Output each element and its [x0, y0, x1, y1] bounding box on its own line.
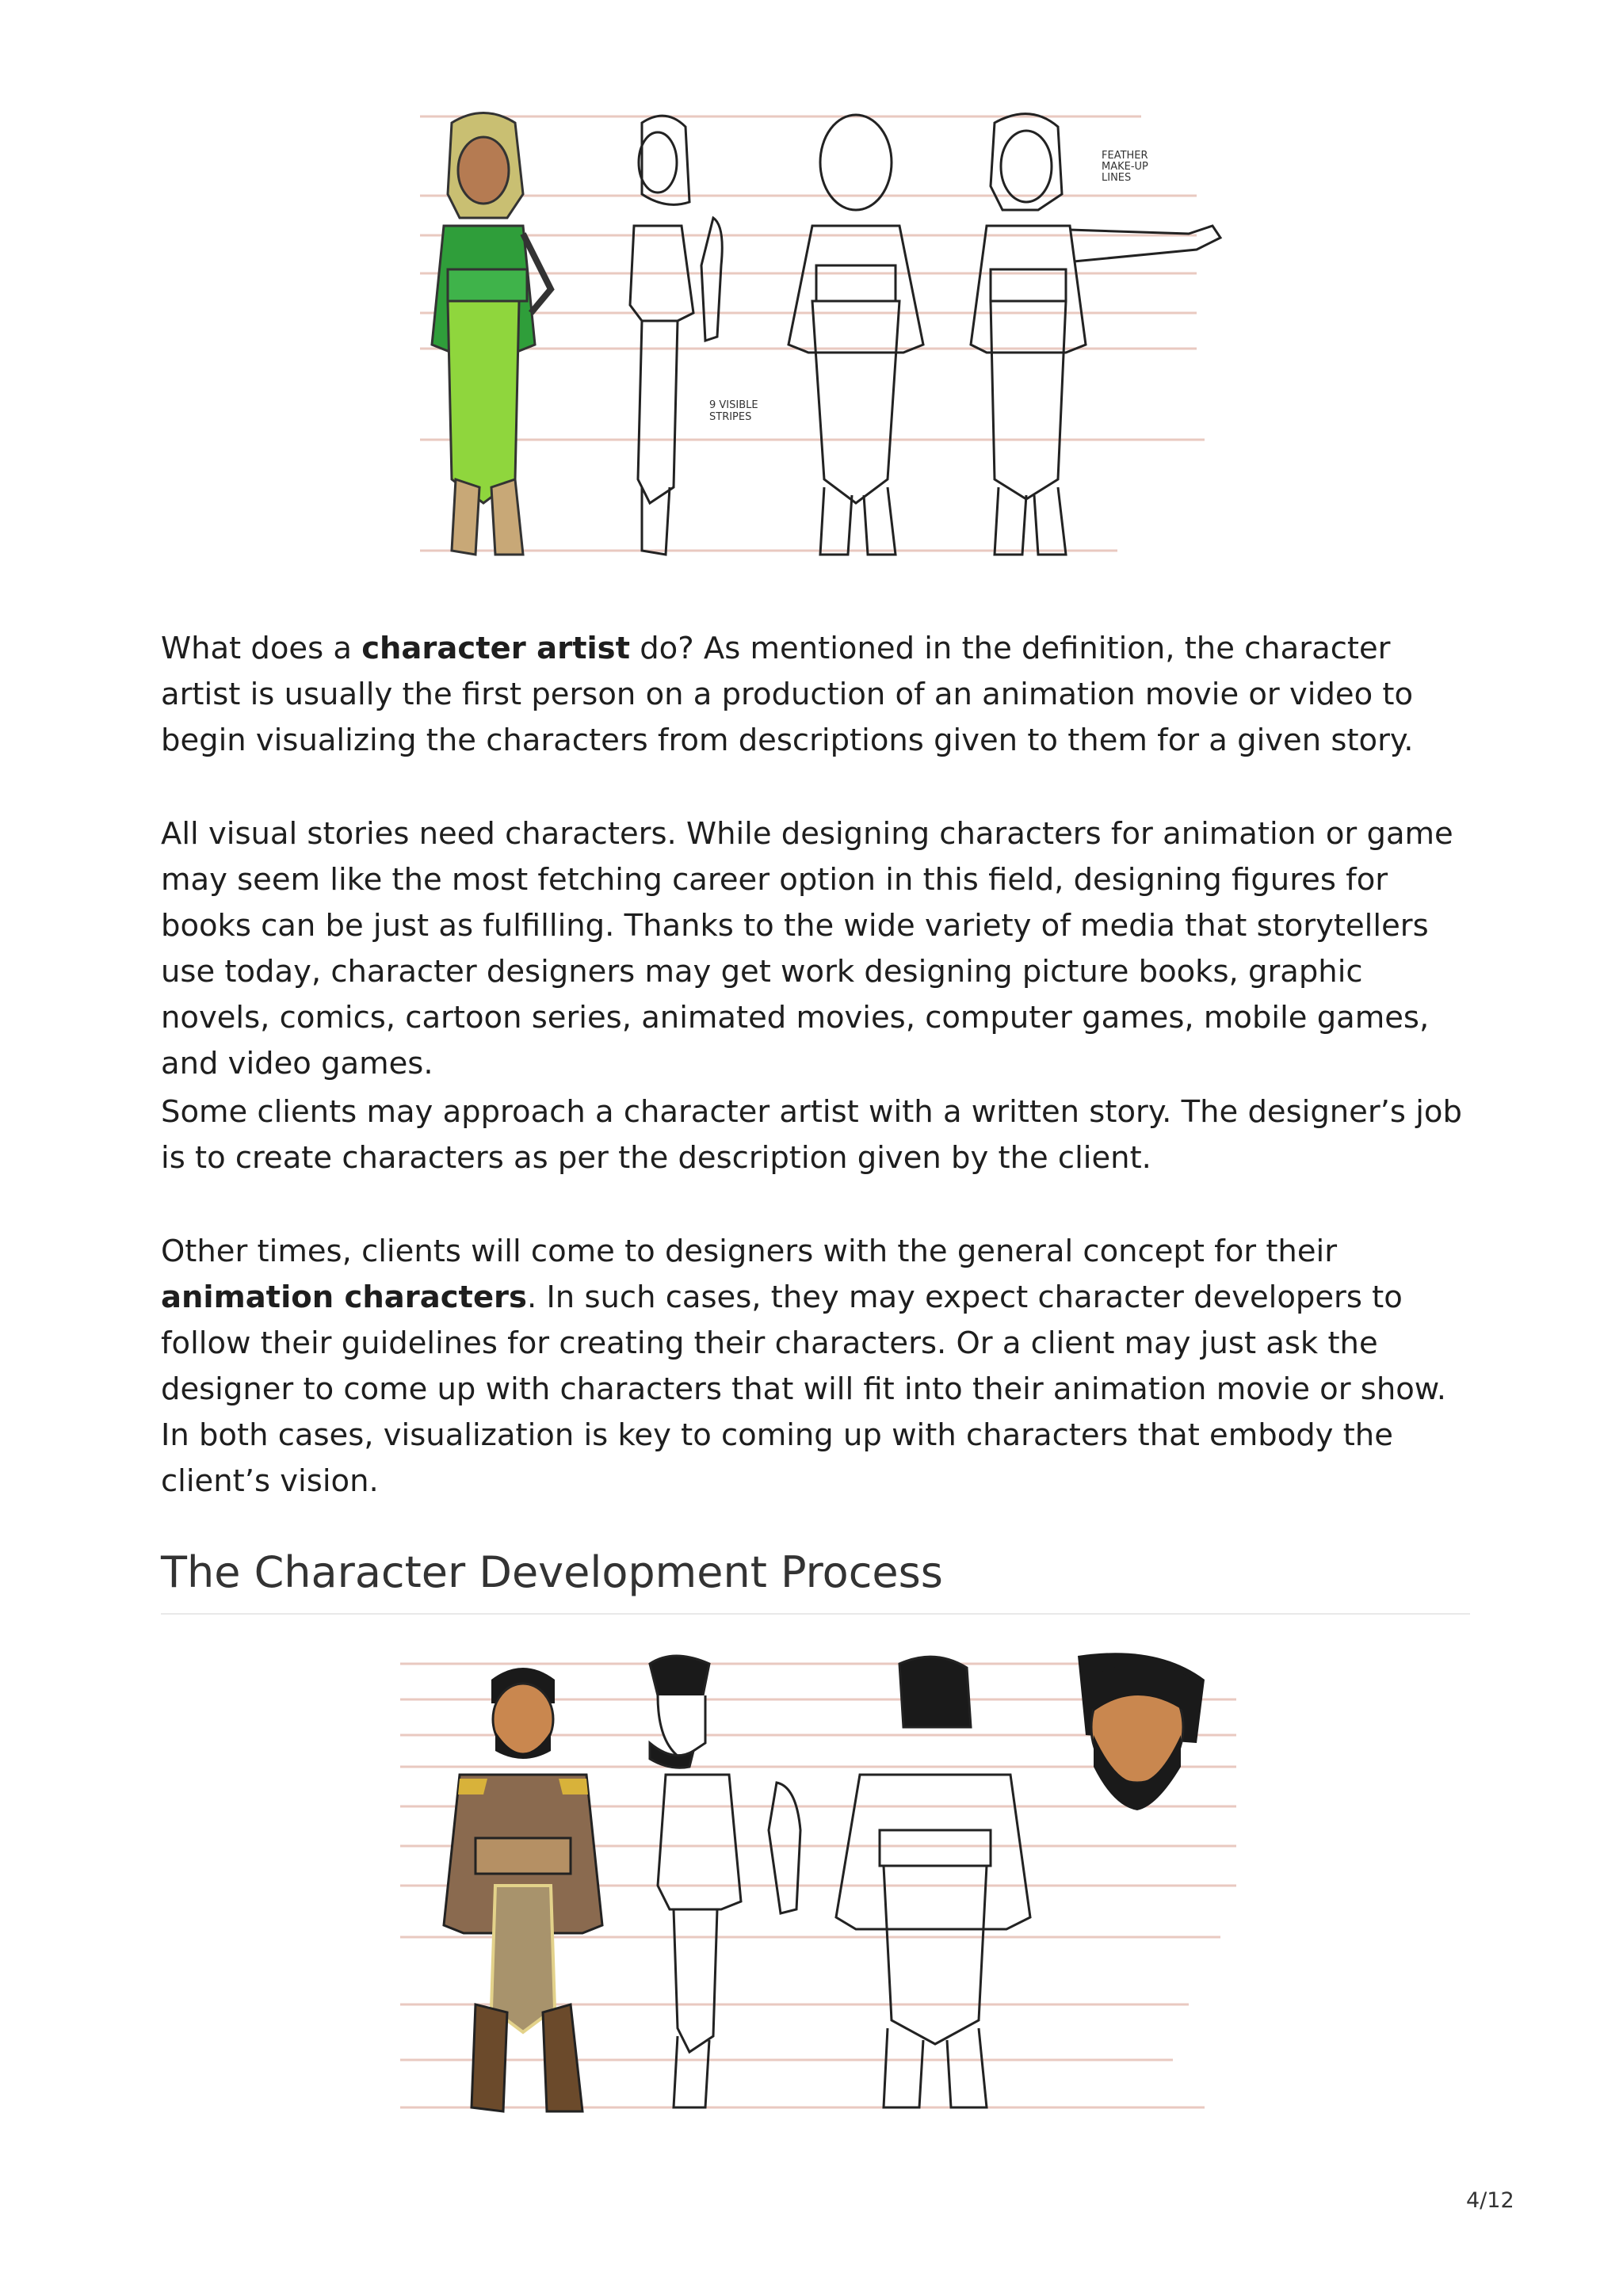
bold-character-artist: character artist — [361, 631, 630, 666]
color-front-view — [432, 113, 551, 555]
paragraph-visual-stories: All visual stories need characters. While designing characters for animation or game may seem like the most fetching career option in this field, designing figures for books can be just as fulfilling. Thanks to the wide variety of media that storytellers use today, character designers may get work designing picture books, graphic novels, comics, cartoon series, animated movies, computer games, mobile games, and video games. — [161, 816, 1453, 1081]
line-side-view — [630, 116, 722, 555]
line-back-view-2 — [836, 1657, 1030, 2107]
head-portrait — [1078, 1653, 1205, 1810]
guide-lines — [420, 116, 1205, 551]
para1-text-end: do? As mentioned in the definition, the character artist is usually the first person on a production of an animation movie or video to begin visualizing the characters from descriptions given to them for a given story. — [161, 631, 1414, 758]
paragraph-general-concept — [161, 1229, 1476, 1505]
heading-divider — [161, 1613, 1470, 1615]
para1-text-start: What does a — [161, 631, 362, 666]
feather-note: FEATHER MAKE-UP LINES — [1102, 150, 1148, 184]
turnaround-illustration-1 — [404, 107, 1228, 574]
bold-animation-characters: animation characters — [161, 1280, 527, 1315]
line-back-view — [789, 115, 923, 555]
para4-text-end: . In such cases, they may expect character developers to follow their guidelines for creating their characters. Or a client may just ask the designer to come up with characters that will fit into their animation movie or show. In both cases, visualization is key to coming up with characters that embody the client’s vision. — [161, 1280, 1446, 1499]
stripes-note: 9 VISIBLE STRIPES — [709, 399, 758, 423]
section-heading: The Character Development Process — [161, 1547, 943, 1597]
paragraph-written-story: Some clients may approach a character artist with a written story. The designer’s job is to create characters as per the description given by the client. — [161, 1094, 1462, 1176]
para4-text-start: Other times, clients will come to designers with the general concept for their — [161, 1234, 1338, 1269]
character-turnaround-figure-2 — [396, 1648, 1244, 2123]
line-side-view-2 — [650, 1656, 800, 2107]
character-turnaround-figure-1 — [404, 107, 1228, 574]
paragraph-character-artist — [161, 626, 1476, 764]
page-number: 4/12 — [1466, 2188, 1514, 2213]
turnaround-illustration-2 — [396, 1648, 1244, 2123]
line-front-view — [971, 114, 1220, 555]
